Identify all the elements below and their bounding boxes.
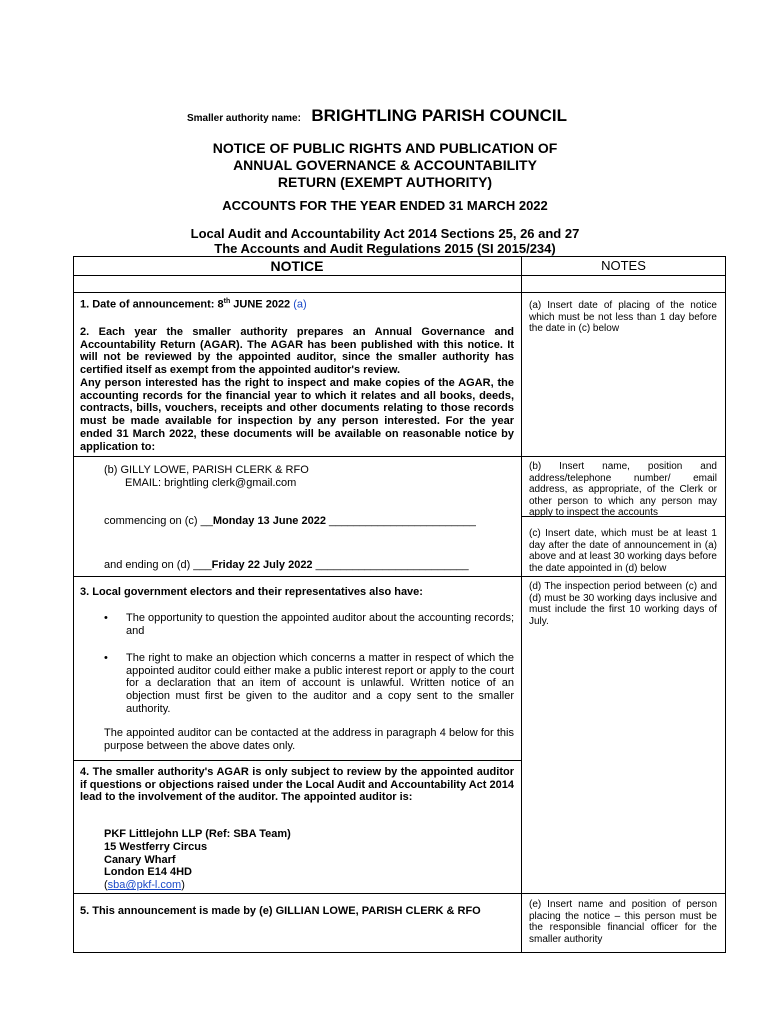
commencing-blank: ________________________ — [325, 515, 476, 527]
ending-blank: _________________________ — [312, 559, 469, 571]
paragraph-4: 4. The smaller authority's AGAR is only subject to review by the appointed auditor if questions or objections raised under the Local Audit and Accountability Act 2014 lead to the involvement of the auditor. The appointed auditor is: — [80, 766, 514, 804]
commencing-label: commencing on (c) __ — [104, 515, 213, 527]
note-b: (b) Insert name, position and address/telephone number/ email address, as appropriate, of the Clerk or other person to which any person may apply to inspect the accounts — [529, 461, 717, 519]
legislation-line1: Local Audit and Accountability Act 2014 Sections 25, 26 and 27 — [190, 226, 580, 241]
note-e: (e) Insert name and position of person placing the notice – this person must be the responsible financial officer for the smaller authority — [529, 899, 717, 945]
authority-name-row — [187, 106, 567, 126]
auditor-email-link[interactable]: sba@pkf-l.com — [107, 879, 182, 892]
announcement-date — [80, 298, 307, 311]
notice-col-rule-4 — [73, 760, 521, 761]
paragraph-2: 2. Each year the smaller authority prepares an Annual Governance and Accountability Return (AGAR). The AGAR has been published with this notice. It will not be reviewed by the appointed auditor, since the smaller authority has certified itself as exempt from the appointed auditor's review. — [80, 326, 514, 377]
announcement-date-prefix: 1. Date of announcement: 8 — [80, 298, 224, 311]
notice-col-rule-2 — [73, 456, 521, 457]
authority-name-label: Smaller authority name: — [187, 113, 301, 124]
auditor-address-line1: PKF Littlejohn LLP (Ref: SBA Team) — [104, 828, 291, 840]
table-header-border — [73, 275, 726, 276]
bullet-2: The right to make an objection which concerns a matter in respect of which the appointed auditor could either make a public interest report or apply to the court for a declaration that an item of account is unlawful. Written notice of an objection must first be given to the auditor and a copy sent to the smaller authority. — [126, 652, 514, 715]
authority-name: BRIGHTLING PARISH COUNCIL — [311, 106, 567, 125]
note-c: (c) Insert date, which must be at least 1 day after the date of announcement in (a) above and at least 30 working days before the date appointed in (d) below — [529, 528, 717, 574]
table-left-border — [73, 256, 74, 953]
ending-row — [104, 559, 469, 571]
notice-col-rule-1 — [73, 292, 521, 293]
note-a: (a) Insert date of placing of the notice which must be not less than 1 day before the date in (c) below — [529, 300, 717, 335]
auditor-address-line3: Canary Wharf — [104, 853, 176, 866]
announcement-date-sup: th — [223, 298, 231, 305]
bullet-dot-2: • — [104, 652, 108, 664]
bullet-dot-1: • — [104, 612, 108, 624]
accounts-year: ACCOUNTS FOR THE YEAR ENDED 31 MARCH 2022 — [222, 198, 548, 213]
paragraph-2b: Any person interested has the right to inspect and make copies of the AGAR, the accounting records for the financial year to which it relates and all books, deeds, contracts, bills, vouchers, receipts and other documents relating to those records must be made available for inspection by any person interested. For the year ended 31 March 2022, these documents will be available on reasonable notice by application to: — [80, 377, 514, 453]
commencing-date: Monday 13 June 2022 — [212, 515, 326, 527]
auditor-email-row: (sba@pkf-l.com) — [104, 879, 185, 892]
note-box-c-bottom — [521, 576, 726, 577]
notice-title-line3: RETURN (EXEMPT AUTHORITY) — [277, 174, 493, 190]
note-d: (d) The inspection period between (c) and (d) must be 30 working days inclusive and must include the first 10 working days of July. — [529, 581, 717, 627]
table-bottom-border — [73, 952, 726, 953]
paragraph-5: 5. This announcement is made by (e) GILLIAN LOWE, PARISH CLERK & RFO — [80, 905, 481, 917]
paragraph-3: 3. Local government electors and their representatives also have: — [80, 586, 423, 598]
notice-title-line2: ANNUAL GOVERNANCE & ACCOUNTABILITY — [233, 157, 537, 173]
note-box-a-bottom — [521, 456, 726, 457]
table-right-border — [725, 256, 726, 953]
auditor-address-line4: London E14 4HD — [104, 866, 193, 879]
contact-line2: EMAIL: brightling clerk@gmail.com — [125, 477, 297, 489]
legislation-line2: The Accounts and Audit Regulations 2015 (SI 2015/234) — [214, 241, 556, 256]
auditor-address — [104, 828, 291, 892]
auditor-contact-note: The appointed auditor can be contacted at the address in paragraph 4 below for this purpose between the above dates only. — [104, 727, 514, 752]
note-box-e-top — [521, 893, 726, 894]
notice-heading: NOTICE — [270, 258, 324, 274]
auditor-address-line2: 15 Westferry Circus — [104, 840, 208, 853]
commencing-row — [104, 515, 476, 527]
table-top-border — [73, 256, 726, 257]
notice-col-rule-3 — [73, 576, 521, 577]
notice-col-rule-5 — [73, 893, 521, 894]
table-column-divider — [521, 256, 522, 953]
ending-label: and ending on (d) ___ — [104, 559, 212, 571]
bullet-1: The opportunity to question the appointed auditor about the accounting records; and — [126, 612, 514, 637]
announcement-date-ref: (a) — [293, 298, 307, 311]
ending-date: Friday 22 July 2022 — [211, 559, 313, 571]
contact-line1: (b) GILLY LOWE, PARISH CLERK & RFO — [104, 464, 309, 476]
announcement-date-value: JUNE 2022 — [230, 298, 294, 311]
notice-title-line1: NOTICE OF PUBLIC RIGHTS AND PUBLICATION OF — [212, 140, 558, 156]
note-box-a-top — [521, 292, 726, 293]
notes-heading: NOTES — [601, 258, 646, 273]
